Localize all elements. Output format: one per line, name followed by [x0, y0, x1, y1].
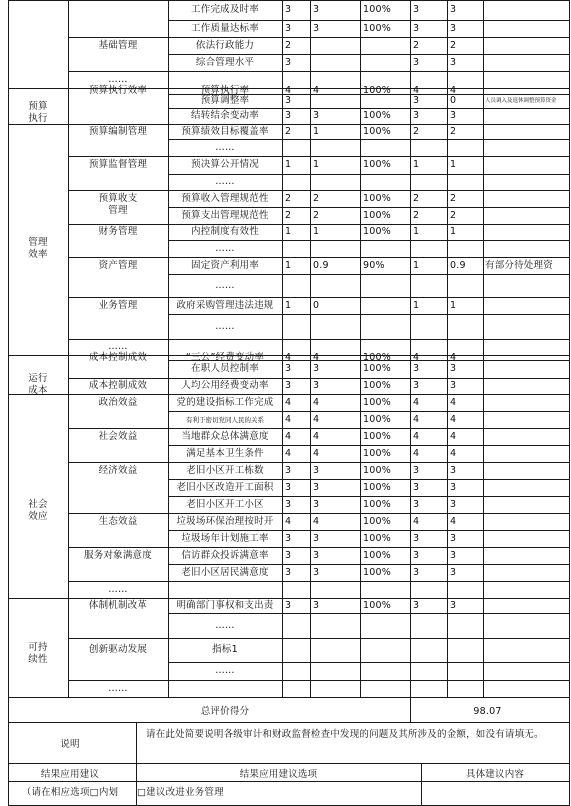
cell-s2: 3	[450, 380, 457, 391]
cell-rate: 100%	[363, 380, 391, 391]
cell-score: 3	[413, 532, 420, 544]
cell-indicator: 政府采购管理违法违规	[176, 299, 274, 311]
cell-weight: 3	[285, 56, 292, 68]
cell-weight: 2	[285, 192, 292, 204]
cell-weight: 1	[285, 226, 292, 237]
cell-category: 预算收支 管理	[98, 193, 138, 216]
cell-target: 3	[313, 363, 320, 374]
cell-weight: 3	[285, 549, 292, 561]
cell-rate: 90%	[363, 259, 385, 271]
cell-target: 3	[313, 549, 320, 561]
cell-rate: 100%	[363, 110, 391, 121]
cell-indicator: 信访群众投诉满意率	[181, 549, 269, 561]
cell-s2: 4	[450, 430, 457, 442]
cell-rate: 100%	[363, 430, 391, 442]
footer-options-header: 结果应用建议选项	[239, 769, 318, 780]
cell-s2: 2	[450, 125, 457, 137]
cell-indicator: 预算执行率	[200, 85, 250, 96]
cell-category: 经济效益	[98, 464, 138, 476]
cell-score: 4	[413, 413, 420, 425]
cell-target: 4	[313, 85, 320, 96]
cell-rate: 100%	[363, 447, 391, 459]
cell-category: 成本控制成效	[88, 380, 148, 391]
cell-score: 2	[413, 192, 420, 204]
cell-rate: 100%	[363, 464, 391, 476]
cell-indicator: 预算绩效目标覆盖率	[181, 125, 269, 137]
cell-category: 业务管理	[98, 299, 138, 311]
cell-rate: 100%	[363, 532, 391, 544]
cell-s2: 3	[450, 4, 457, 15]
cell-rate: 100%	[363, 549, 391, 561]
cell-target: 0	[313, 299, 320, 311]
cell-score: 3	[413, 464, 420, 476]
cell-rate: 100%	[363, 515, 391, 527]
cell-category: ……	[108, 583, 128, 595]
cell-score: 3	[413, 549, 420, 561]
cell-weight: 1	[285, 159, 292, 170]
cell-rate: 100%	[363, 363, 391, 374]
cell-s2: 0	[450, 95, 457, 106]
cell-s2: 3	[450, 56, 457, 68]
cell-target: 2	[313, 209, 320, 221]
cell-score: 3	[413, 110, 420, 121]
cell-s2: 3	[450, 498, 457, 510]
cell-s2: 4	[450, 515, 457, 527]
cell-category: 体制机制改革	[88, 599, 148, 611]
cell-s2: 3	[450, 110, 457, 121]
cell-indicator: 满足基本卫生条件	[186, 447, 264, 459]
section-operating-cost: 运行 成本	[28, 372, 48, 396]
cell-rate: 100%	[363, 226, 391, 237]
cell-score: 3	[413, 56, 420, 68]
cell-weight: 3	[285, 110, 292, 121]
cell-target: 3	[313, 22, 320, 34]
cell-target: 3	[313, 481, 320, 493]
cell-weight: 3	[285, 22, 292, 34]
cell-indicator: 老旧小区开工栋数	[186, 464, 264, 476]
cell-score: 3	[413, 599, 420, 611]
total-score-label: 总评价得分	[200, 706, 250, 717]
cell-target: 0.9	[313, 259, 329, 271]
cell-indicator: 垃圾场年计划施工率	[181, 532, 269, 544]
cell-s2: 1	[450, 159, 457, 170]
cell-score: 1	[413, 159, 420, 170]
cell-score: 3	[413, 95, 420, 106]
cell-indicator: 老旧小区居民满意度	[181, 566, 269, 578]
cell-target: 4	[313, 447, 320, 459]
cell-score: 1	[413, 299, 420, 311]
cell-indicator: 内控制度有效性	[191, 226, 259, 237]
cell-rate: 100%	[363, 413, 391, 425]
cell-indicator: 党的建设指标工作完成	[176, 396, 274, 408]
cell-target: 3	[313, 599, 320, 611]
cell-rate: 100%	[363, 209, 391, 221]
cell-target: 4	[313, 430, 320, 442]
cell-s2: 1	[450, 299, 457, 311]
cell-indicator: “三公”经费变动率	[185, 351, 265, 363]
cell-score: 3	[413, 22, 420, 34]
cell-s2: 3	[450, 464, 457, 476]
cell-score: 3	[413, 380, 420, 391]
cell-weight: 3	[285, 95, 292, 106]
cell-weight: 2	[285, 39, 292, 51]
cell-rate: 100%	[363, 566, 391, 578]
cell-s2: 4	[450, 351, 457, 363]
cell-indicator: 依法行政能力	[195, 39, 255, 51]
cell-rate: 100%	[363, 481, 391, 493]
cell-weight: 3	[285, 464, 292, 476]
cell-score: 4	[413, 515, 420, 527]
cell-indicator: ……	[215, 665, 235, 676]
cell-weight: 1	[285, 299, 292, 311]
cell-target: 1	[313, 125, 320, 137]
cell-s2: 4	[450, 396, 457, 408]
cell-target: 3	[313, 110, 320, 121]
section-social-effect: 社会 效应	[28, 499, 48, 522]
cell-indicator: 综合管理水平	[195, 56, 255, 68]
cell-s2: 3	[450, 481, 457, 493]
cell-category: 生态效益	[98, 515, 138, 527]
cell-target: 3	[313, 532, 320, 544]
cell-category: 预算监督管理	[88, 159, 148, 170]
total-score-value: 98.07	[473, 706, 502, 717]
cell-score: 4	[413, 85, 420, 96]
cell-target: 3	[313, 4, 320, 15]
cell-note: 有部分待处理资	[485, 259, 553, 271]
cell-indicator: ……	[215, 141, 235, 153]
cell-score: 4	[413, 351, 420, 363]
cell-indicator: 工作质量达标率	[191, 22, 259, 34]
cell-indicator: ……	[215, 176, 235, 187]
cell-score: 3	[413, 481, 420, 493]
cell-score: 3	[413, 363, 420, 374]
cell-category: ……	[108, 341, 128, 352]
cell-category: ……	[108, 682, 128, 694]
cell-score: 4	[413, 430, 420, 442]
cell-target: 3	[313, 380, 320, 391]
cell-target: 3	[313, 566, 320, 578]
cell-score: 4	[413, 396, 420, 408]
cell-s2: 3	[450, 363, 457, 374]
cell-indicator: 固定资产利用率	[191, 259, 259, 271]
cell-indicator: 预算调整率	[200, 95, 250, 106]
cell-score: 2	[413, 125, 420, 137]
cell-indicator: 垃圾场环保治理按时开	[176, 515, 274, 527]
cell-rate: 100%	[363, 159, 391, 170]
cell-weight: 3	[285, 599, 292, 611]
cell-category: 资产管理	[98, 259, 138, 271]
footer-result-label: 结果应用建议	[40, 769, 100, 780]
cell-indicator: ……	[215, 279, 235, 291]
cell-category: 社会效益	[98, 430, 138, 442]
cell-s2: 3	[450, 566, 457, 578]
cell-category: 基础管理	[98, 39, 138, 51]
cell-category: 服务对象满意度	[84, 549, 152, 561]
cell-weight: 2	[285, 125, 292, 137]
cell-weight: 4	[285, 447, 292, 459]
cell-s2: 4	[450, 447, 457, 459]
cell-target: 2	[313, 192, 320, 204]
cell-indicator: ……	[215, 242, 235, 254]
cell-category: ……	[108, 73, 128, 85]
cell-indicator: 老旧小区改造开工面积	[176, 481, 274, 493]
cell-weight: 4	[285, 515, 292, 527]
cell-weight: 3	[285, 481, 292, 493]
cell-weight: 4	[285, 396, 292, 408]
cell-indicator: 在职人员控制率	[191, 363, 259, 374]
cell-weight: 3	[285, 363, 292, 374]
cell-category: 创新驱动发展	[88, 644, 148, 655]
cell-target: 4	[313, 515, 320, 527]
cell-s2: 3	[450, 549, 457, 561]
cell-score: 1	[413, 259, 420, 271]
cell-weight: 3	[285, 566, 292, 578]
cell-weight: 1	[285, 259, 292, 271]
cell-indicator: 预决算公开情况	[191, 159, 259, 170]
cell-target: 4	[313, 351, 320, 363]
cell-rate: 100%	[363, 599, 391, 611]
cell-indicator: 指标1	[212, 644, 238, 655]
footer-suggestion-header: 具体建议内容	[465, 769, 525, 780]
cell-s2: 4	[450, 413, 457, 425]
cell-indicator: 老旧小区开工小区	[186, 498, 264, 510]
explanation-text: 请在此处简要说明各级审计和财政监督检查中发现的问题及其所涉及的金额，如没有请填无。	[146, 729, 544, 740]
cell-indicator: 结转结余变动率	[191, 110, 259, 121]
cell-target: 4	[313, 413, 320, 425]
cell-s2: 2	[450, 192, 457, 204]
cell-indicator: 当地群众总体满意度	[181, 430, 269, 442]
footer-option-improve[interactable]: □建议改进业务管理	[137, 787, 224, 798]
cell-s2: 3	[450, 22, 457, 34]
cell-indicator: 有利于密切党同人民的关系	[186, 415, 264, 424]
cell-category: 财务管理	[98, 226, 138, 237]
cell-weight: 4	[285, 85, 292, 96]
cell-score: 3	[413, 498, 420, 510]
cell-weight: 4	[285, 430, 292, 442]
cell-indicator: 预算收入管理规范性	[181, 192, 269, 204]
cell-s2: 2	[450, 209, 457, 221]
cell-rate: 100%	[363, 498, 391, 510]
cell-weight: 2	[285, 209, 292, 221]
section-management-efficiency: 管理 效率	[28, 236, 48, 260]
cell-s2: 3	[450, 532, 457, 544]
cell-score: 2	[413, 39, 420, 51]
cell-weight: 3	[285, 4, 292, 15]
cell-indicator: ……	[215, 320, 235, 332]
cell-rate: 100%	[363, 22, 391, 34]
section-sustainability: 可持 续性	[28, 642, 48, 665]
cell-rate: 100%	[363, 85, 391, 96]
cell-indicator: 预算支出管理规范性	[181, 209, 269, 221]
cell-score: 3	[413, 566, 420, 578]
cell-category: 政治效益	[98, 396, 138, 408]
cell-rate: 100%	[363, 4, 391, 15]
cell-category: 预算编制管理	[88, 125, 148, 137]
cell-s2: 3	[450, 599, 457, 611]
cell-target: 3	[313, 498, 320, 510]
section-budget-execution: 预算 执行	[28, 100, 48, 124]
cell-rate: 100%	[363, 192, 391, 204]
footer-result-instruction: （请在相应选项□内划	[21, 787, 119, 798]
cell-indicator: 明确部门事权和支出责	[176, 599, 274, 611]
cell-rate: 100%	[363, 125, 391, 137]
cell-s2: 4	[450, 85, 457, 96]
cell-s2: 1	[450, 226, 457, 237]
cell-score: 1	[413, 226, 420, 237]
cell-note: 人员调入及退休调整预算资金	[485, 98, 557, 104]
cell-weight: 4	[285, 413, 292, 425]
cell-rate: 100%	[363, 396, 391, 408]
cell-s2: 0.9	[450, 259, 466, 271]
cell-category: 成本控制成效	[88, 351, 148, 363]
cell-weight: 4	[285, 351, 292, 363]
cell-score: 3	[413, 4, 420, 15]
cell-score: 2	[413, 209, 420, 221]
cell-target: 3	[313, 464, 320, 476]
cell-weight: 3	[285, 380, 292, 391]
cell-indicator: ……	[215, 619, 235, 631]
cell-target: 1	[313, 159, 320, 170]
cell-weight: 3	[285, 532, 292, 544]
cell-target: 4	[313, 396, 320, 408]
cell-target: 1	[313, 226, 320, 237]
cell-rate: 100%	[363, 351, 391, 363]
cell-indicator: 人均公用经费变动率	[181, 380, 269, 391]
cell-score: 4	[413, 447, 420, 459]
cell-s2: 2	[450, 39, 457, 51]
cell-category: 预算执行效率	[88, 85, 148, 96]
cell-indicator: 工作完成及时率	[191, 4, 259, 15]
cell-weight: 3	[285, 498, 292, 510]
explanation-label: 说明	[60, 739, 80, 750]
